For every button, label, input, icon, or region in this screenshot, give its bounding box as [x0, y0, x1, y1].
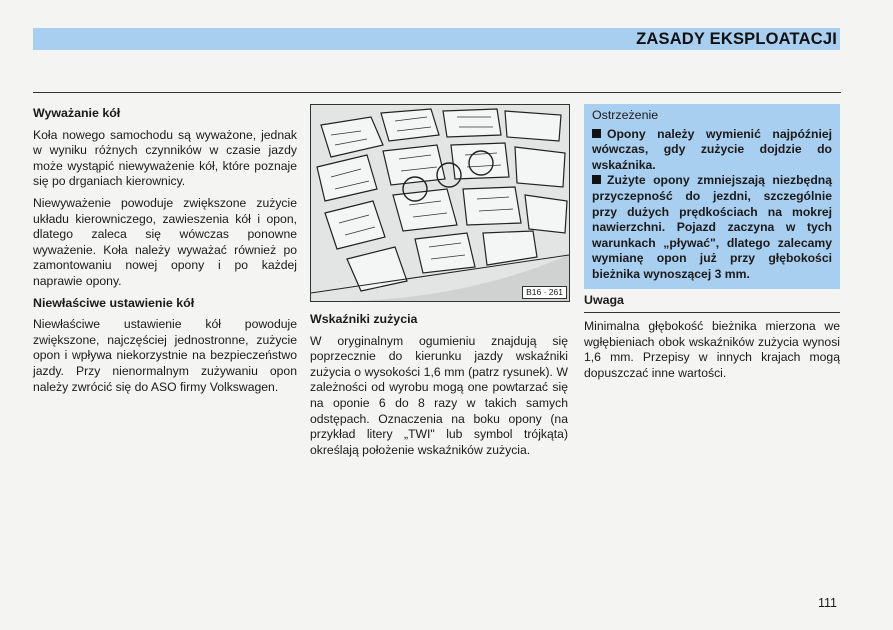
paragraph-alignment: Niewłaściwe ustawienie kół powoduje zwiększone, najczęściej jednostronne, zużycie opon i wpływa niekorzystnie na bezpieczeństwo jazdy. Przy nienormalnym zużywaniu opon należy zwrócić się do ASO firmy Volkswagen.: [33, 317, 297, 394]
figure-reference-label: B16 · 261: [522, 286, 567, 299]
page-number: 111: [817, 596, 837, 610]
page-header-title: ZASADY EKSPLOATACJI: [636, 30, 837, 48]
column-right: [584, 104, 840, 388]
heading-wheel-alignment: Niewłaściwe ustawienie kół: [33, 295, 195, 310]
column-left: [33, 106, 297, 401]
paragraph-wear-indicators: W oryginalnym ogumieniu znajdują się poprzecznie do kierunku jazdy wskaźniki zużycia o wysokości 1,6 mm (patrz rysunek). W zależności od wyrobu mogą one powtarzać się na oponie 6 do 8 razy w takich samych odstępach. Oznaczenia na boku opony (na przykład litery „TWI" lub symbol trójkąta) określają położenie wskaźników zużycia.: [310, 333, 568, 457]
column-middle: [310, 104, 568, 464]
paragraph-balancing-2: Niewyważenie powoduje zwiększone zużycie układu kierowniczego, zawieszenia kół i opon, dlatego zaleca się wówczas ponowne wyważenie. Koła należy wyważać również po zamontowaniu nowej opony i po każdej naprawie opony.: [33, 195, 297, 288]
warning-item-1: [592, 127, 832, 174]
square-bullet-icon: [592, 129, 601, 138]
note-text: Minimalna głębokość bieżnika mierzona we wgłębieniach obok wskaźników zużycia wynosi 1,6 mm. Przepisy w innych krajach mogą dopuszczać inne wartości.: [584, 319, 840, 380]
warning-text-2: Zużyte opony zmniejszają niezbędną przyczepność do jezdni, szczególnie przy dużych prędkościach na mokrej nawierzchni. Pojazd zaczyna w tych warunkach „pływać", dlatego zalecamy wymianę opon już przy głębokości bieżnika wynoszącej 3 mm.: [592, 173, 832, 281]
heading-wheel-balancing: Wyważanie kół: [33, 106, 121, 120]
header-rule: [33, 92, 841, 93]
tire-tread-illustration: [310, 104, 570, 302]
paragraph-balancing-1: Koła nowego samochodu są wyważone, jednak w wyniku różnych czynników w czasie jazdy może wystąpić niewyważenie kół, które poznaje się po drganiach kierownicy.: [33, 127, 297, 189]
warning-text-1: Opony należy wymienić najpóźniej wówczas, gdy zużycie dojdzie do wskaźnika.: [592, 126, 832, 172]
warning-title: Ostrzeżenie: [592, 108, 659, 122]
warning-item-2: [592, 173, 832, 282]
square-bullet-icon: [592, 175, 601, 184]
warning-box: [584, 104, 840, 289]
heading-wear-indicators: Wskaźniki zużycia: [310, 312, 418, 326]
tire-tread-drawing: [311, 105, 569, 301]
note-title: Uwaga: [584, 291, 840, 314]
